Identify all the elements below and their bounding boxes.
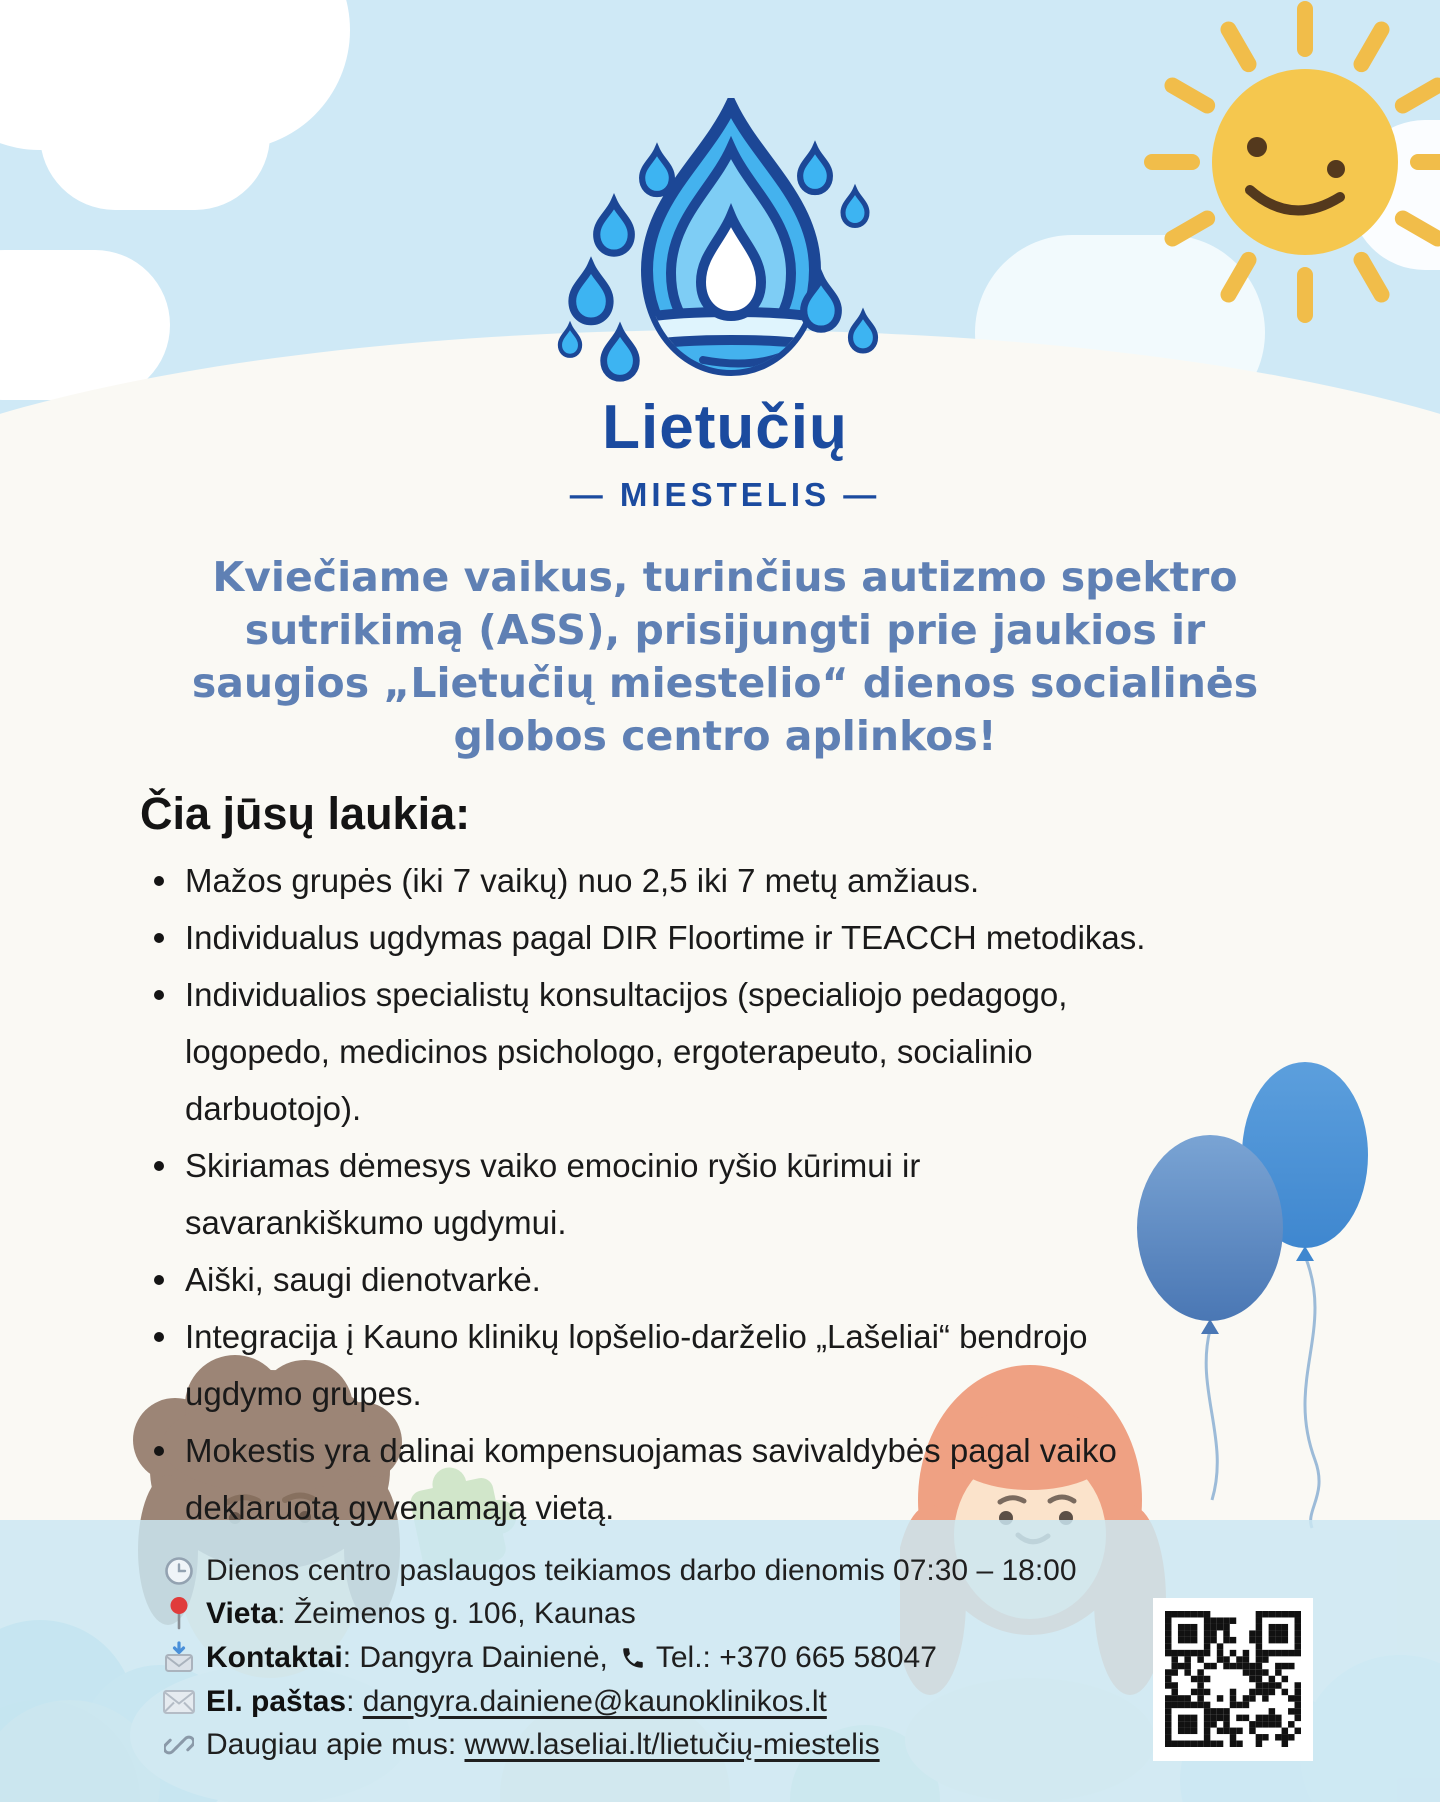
email-label: El. paštas (206, 1684, 347, 1718)
email-link[interactable]: dangyra.dainiene@kaunoklinikos.lt (362, 1684, 827, 1718)
list-item-text: deklaruotą gyvenamąją vietą. (185, 1489, 615, 1526)
list-item-text: Individualus ugdymas pagal DIR Floortime ir TEACCH metodikas. (185, 919, 1146, 956)
phone-icon (620, 1645, 646, 1671)
location-row (160, 1593, 1160, 1637)
list-item-text: logopedo, medicinos psichologo, ergoterapeuto, socialinio (185, 1033, 1033, 1070)
list-item (140, 1308, 1320, 1422)
list-item-text: Aiški, saugi dienotvarkė. (185, 1261, 541, 1298)
logo-water-drop (525, 98, 935, 383)
hours-row (160, 1549, 1160, 1593)
email-row (160, 1680, 1160, 1724)
website-row (160, 1723, 1160, 1767)
list-item-text: Individualios specialistų konsultacijos (specialiojo pedagogo, (185, 976, 1068, 1013)
list-item-text: Mažos grupės (iki 7 vaikų) nuo 2,5 iki 7 metų amžiaus. (185, 862, 980, 899)
brand-subtitle: — MIESTELIS — (569, 476, 881, 513)
email-text (206, 1685, 827, 1719)
list-item-text: darbuotojo). (185, 1090, 362, 1127)
website-link[interactable]: www.laseliai.lt/lietučių-miestelis (464, 1728, 880, 1762)
headline-line: saugios „Lietučių miestelio“ dienos socialinės (191, 659, 1259, 707)
list-item (140, 966, 1320, 1137)
clock-icon (160, 1555, 198, 1587)
headline-line: sutrikimą (ASS), prisijungti prie jaukios ir (244, 606, 1206, 654)
contact-block (160, 1549, 1160, 1767)
list-item (140, 852, 1320, 909)
list-item-text: savarankiškumo ugdymui. (185, 1204, 567, 1241)
location-value: : Žeimenos g. 106, Kaunas (277, 1597, 636, 1631)
list-item-text: ugdymo grupes. (185, 1375, 422, 1412)
qr-code (1153, 1598, 1313, 1761)
features-heading: Čia jūsų laukia: (140, 788, 471, 839)
cloud-left (0, 250, 170, 400)
list-item-text: Skiriamas dėmesys vaiko emocinio ryšio kūrimui ir (185, 1147, 921, 1184)
sun-icon (1130, 0, 1440, 335)
email-sep: : (346, 1684, 363, 1718)
list-item (140, 1137, 1320, 1251)
features-list (140, 852, 1320, 1536)
location-label: Vieta (206, 1597, 278, 1631)
contacts-value: : Dangyra Dainienė, (342, 1640, 608, 1674)
hours-text: Dienos centro paslaugos teikiamos darbo dienomis 07:30 – 18:00 (206, 1553, 1077, 1587)
link-icon (160, 1730, 198, 1760)
headline-line: Kviečiame vaikus, turinčius autizmo spektro (212, 553, 1238, 601)
list-item-text: Integracija į Kauno klinikų lopšelio-darželio „Lašeliai“ bendrojo (185, 1318, 1088, 1355)
contacts-row (160, 1636, 1160, 1680)
list-item (140, 1422, 1320, 1536)
website-text (206, 1728, 880, 1762)
list-item (140, 1251, 1320, 1308)
cloud-top-left-bump (40, 60, 270, 210)
headline-line: globos centro aplinkos! (453, 712, 997, 760)
contacts-label: Kontaktai (206, 1640, 343, 1674)
headline (60, 551, 1390, 763)
inbox-arrow-icon (160, 1641, 198, 1675)
envelope-icon (160, 1689, 198, 1715)
list-item (140, 909, 1320, 966)
location-text (206, 1597, 636, 1631)
website-label: Daugiau apie mus: (206, 1728, 465, 1762)
phone-text: Tel.: +370 665 58047 (655, 1640, 937, 1674)
brand-title: Lietučių (602, 393, 848, 462)
pushpin-icon (160, 1596, 198, 1632)
list-item-text: Mokestis yra dalinai kompensuojamas savivaldybės pagal vaiko (185, 1432, 1117, 1469)
contacts-text (206, 1641, 608, 1675)
